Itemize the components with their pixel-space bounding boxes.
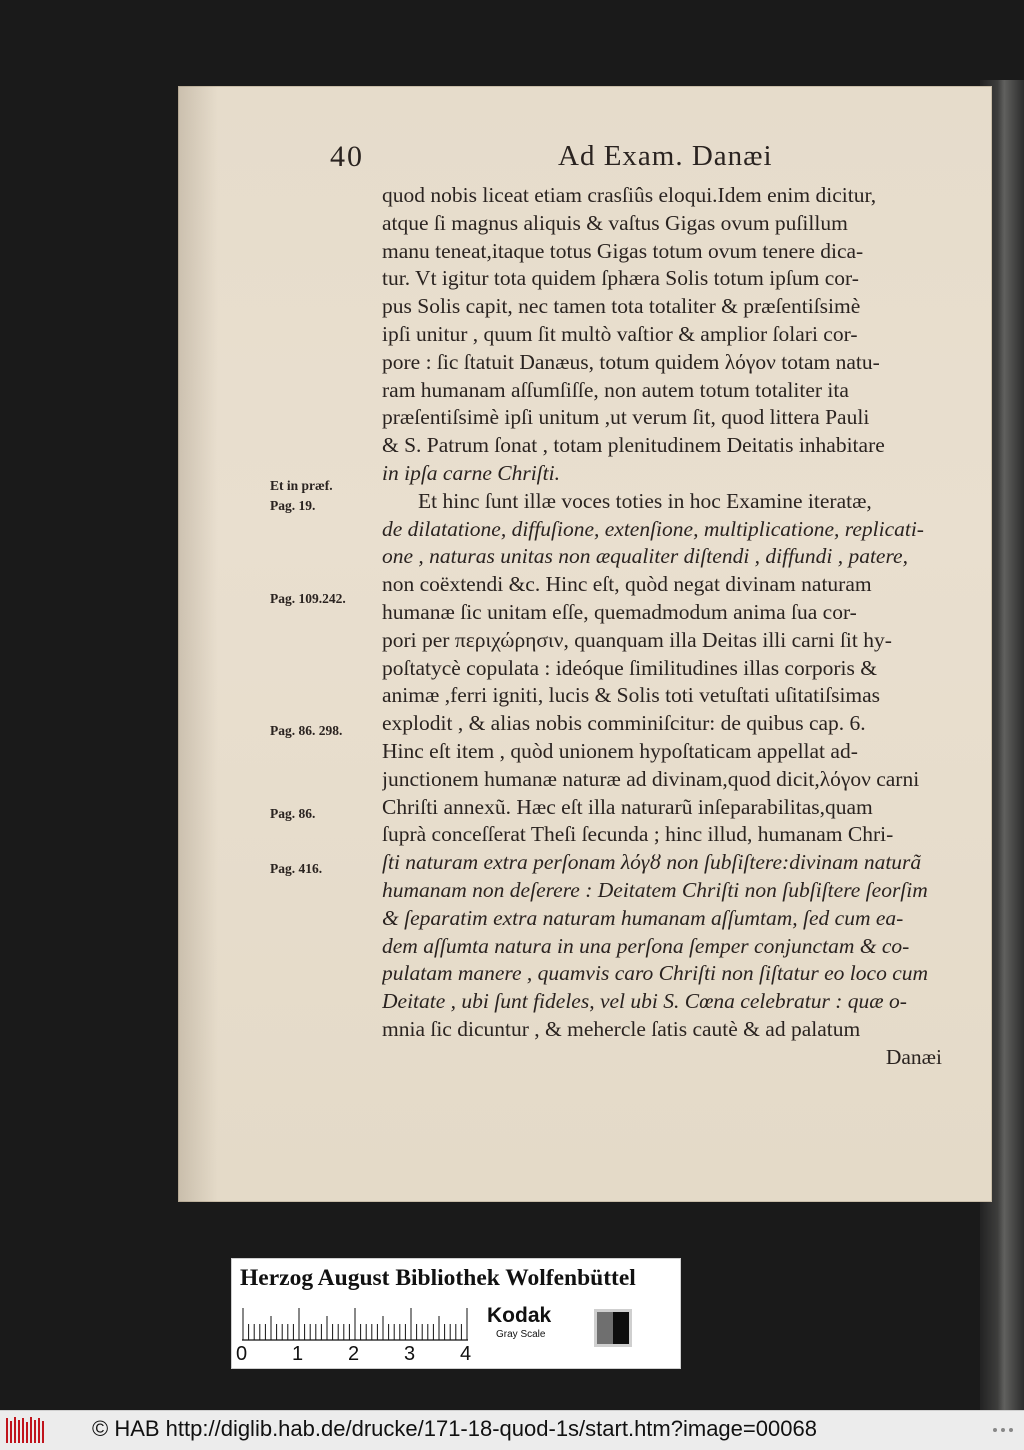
text-line: animæ ,ferri igniti, lucis & Solis toti vetuſtati uſitatiſsimas — [382, 683, 881, 708]
text-line: Hinc eſt item , quòd unionem hypoſtaticam appellat ad- — [382, 738, 858, 763]
ruler-number: 0 — [236, 1343, 248, 1365]
text-line: Deitate , ubi ſunt fideles, vel ubi S. Cœna celebratur : quæ o- — [382, 989, 907, 1014]
text-line: manu teneat,itaque totus Gigas totum ovum tenere dica- — [382, 238, 864, 263]
text-line: quod nobis liceat etiam crasſiûs eloqui.Idem enim dicitur, — [382, 183, 877, 207]
margin-note: Pag. 109.242. — [270, 591, 346, 606]
text-line: pore : ſic ſtatuit Danæus, totum quidem λόγον totam natu- — [382, 349, 880, 374]
text-line: in ipſa carne Chriſti. — [382, 460, 560, 485]
text-line: ſti naturam extra perſonam λόγȣ non ſubſiſtere:divinam naturã — [382, 850, 922, 875]
text-line: mnia ſic dicuntur , & mehercle ſatis cautè & ad palatum — [382, 1016, 861, 1041]
text-line: & ſeparatim extra naturam humanam aſſumtam, ſed cum ea- — [382, 905, 904, 930]
margin-note: Pag. 416. — [270, 861, 323, 876]
text-line: pori per περιχώρησιν, quanquam illa Deitas illi carni ſit hy- — [382, 627, 892, 652]
ruler-number: 3 — [404, 1343, 416, 1365]
page-header — [330, 140, 800, 180]
ruler-number: 4 — [460, 1343, 472, 1365]
text-line: tur. Vt igitur tota quidem ſphæra Solis totum ipſum cor- — [382, 266, 859, 291]
kodak-subtitle: Gray Scale — [496, 1329, 546, 1340]
margin-note: Et in præf. — [270, 478, 333, 493]
text-line: one , naturas unitas non æqualiter diſtendi , diffundi , patere, — [382, 544, 908, 569]
text-line: de dilatatione, diffuſione, extenſione, multiplicatione, replicati- — [382, 516, 924, 541]
body-text — [382, 182, 942, 1072]
text-line: non coëxtendi &c. Hinc eſt, quòd negat divinam naturam — [382, 572, 872, 597]
margin-note: Pag. 86. 298. — [270, 723, 343, 738]
text-line: humanam non deſerere : Deitatem Chriſti non ſubſiſtere ſeorſim — [382, 877, 928, 902]
text-line: ram humanam aſſumſiſſe, non autem totum totaliter ita — [382, 377, 849, 402]
running-head: Ad Exam. Danæi — [558, 140, 773, 172]
text-line: humanæ ſic unitam eſſe, quemadmodum anima ſua cor- — [382, 599, 857, 624]
text-line: ipſi unitur , quum ſit multò vaſtior & amplior ſolari cor- — [382, 321, 858, 346]
gray-scale-card — [231, 1258, 681, 1369]
footer-bar — [0, 1410, 1024, 1450]
text-line: explodit , & alias nobis comminiſcitur: de quibus cap. 6. — [382, 711, 866, 736]
ruler-number: 2 — [348, 1343, 360, 1365]
margin-note: Pag. 19. — [270, 498, 316, 513]
kodak-brand: Kodak — [487, 1304, 552, 1327]
margin-note: Pag. 86. — [270, 806, 316, 821]
text-line: pulatam manere , quamvis caro Chriſti non ſiſtatur eo loco cum — [382, 961, 929, 986]
copyright-link[interactable]: © HAB http://diglib.hab.de/drucke/171-18-quod-1s/start.htm?image=00068 — [92, 1416, 817, 1441]
library-name: Herzog August Bibliothek Wolfenbüttel — [240, 1265, 636, 1291]
text-line: Chriſti annexũ. Hæc eſt illa naturarũ inſeparabilitas,quam — [382, 794, 873, 819]
ruler-number: 1 — [292, 1343, 304, 1365]
text-line: Et hinc ſunt illæ voces toties in hoc Examine iteratæ, — [418, 488, 872, 513]
gray-patch-icon — [594, 1309, 632, 1347]
hab-logo-icon[interactable] — [5, 1415, 45, 1446]
catchword: Danæi — [885, 1044, 942, 1069]
text-line: junctionem humanæ naturæ ad divinam,quod dicit,λόγον carni — [382, 766, 920, 791]
text-line: & S. Patrum ſonat , totam plenitudinem Deitatis inhabitare — [382, 433, 885, 458]
text-line: pus Solis capit, nec tamen tota totaliter & præſentiſsimè — [382, 294, 861, 319]
text-line: præſentiſsimè ipſi unitum ,ut verum ſit, quod littera Pauli — [382, 405, 870, 430]
ruler-icon — [242, 1307, 474, 1341]
ruler-numbers — [236, 1343, 476, 1365]
text-line: poſtatycè copulata : ideóque ſimilitudines illas corporis & — [382, 655, 877, 680]
text-line: atque ſi magnus aliquis & vaſtus Gigas ovum puſillum — [382, 210, 848, 235]
text-line: dem aſſumta natura in una perſona ſemper conjunctam & co- — [382, 933, 910, 958]
page-number: 40 — [330, 140, 364, 173]
small-logo-icon — [990, 1423, 1016, 1437]
text-line: ſuprà conceſſerat Theſi ſecunda ; hinc illud, humanam Chri- — [382, 822, 894, 847]
page-gutter-shade — [178, 86, 218, 1202]
